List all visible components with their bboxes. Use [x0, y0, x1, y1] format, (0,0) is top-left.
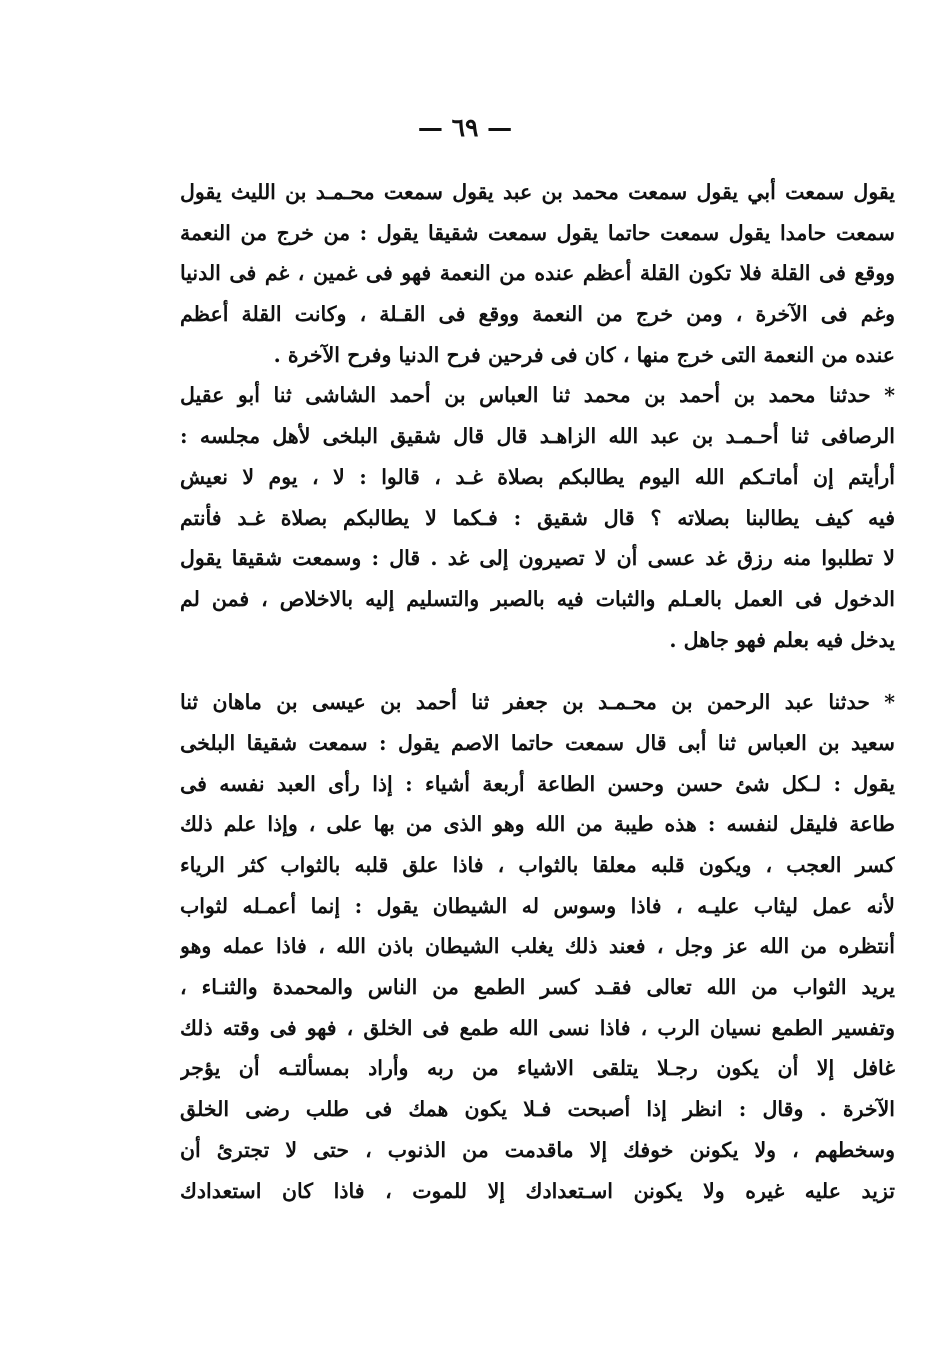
text-line: وتفسير الطمع نسيان الرب ، فاذا نسى الله طمع فى الخلق ، فهو فى وقته ذلك — [180, 1015, 895, 1040]
text-line: الآخرة . وقال : انظر إذا أصبحت فـلا يكون همك فى طلب رضى الخلق — [180, 1097, 895, 1122]
text-line: يريد الثواب من الله تعالى فقـد كسر الطمع من الناس والمحمدة والثنـاء ، — [180, 975, 895, 1000]
text-line: تزيد عليه غيره ولا يكونن اسـتعدادك إلا للموت ، فاذا كان استعدادك — [180, 1178, 895, 1203]
text-line: غافل إلا أن يكون رجـلا يتلقى الاشياء من ربه وأراد بمسألتـه أن يؤجر — [180, 1056, 895, 1081]
text-line: سعيد بن العباس ثنا أبى قال سمعت حاتما الاصم يقول : سمعت شقيقا البلخى — [180, 730, 895, 755]
text-line: فيه كيف يطالبنا بصلاته ؟ قال شقيق : فـكما لا يطالبكم بصلاة غـد فأنتم — [180, 505, 895, 530]
text-line: أرأيتم إن أماتـكم الله اليوم يطالبكم بصلاة غـد ، قالوا : لا ، يوم لا نعيش — [180, 464, 895, 489]
text-line: وغم فى الآخرة ، ومن خرج من النعمة ووقع فى القـلة ، وكانت القلة أعظم — [180, 302, 895, 327]
text-line: الرصافى ثنا أحـمـد بن عبد الله الزاهـد قال قال شقيق البلخى لأهل مجلسه : — [180, 424, 895, 449]
text-line: عنده من النعمة التى خرج منها ، كان فى فرحين فرح الدنيا وفرح الآخرة . — [273, 342, 895, 367]
text-line: لا تطلبوا منه رزق غد عسى أن لا تصيرون إلى غد . قال : وسمعت شقيقا يقول — [180, 546, 895, 571]
paragraph-3 — [180, 682, 895, 1211]
page-body — [180, 172, 895, 1211]
text-line: يقول سمعت أبي يقول سمعت محمد بن عبد يقول سمعت محـمـد بن الليث يقول — [180, 180, 895, 204]
text-line: الدخول فى العمل بالعـلم والثبات فيه بالصبر والتسليم إليه بالاخلاص ، فمن لم — [180, 586, 895, 611]
text-line: طاعة فليقل لنفسه : هذه طيبة من الله وهو الذى من بها على ، وإذا علم ذلك — [180, 812, 895, 837]
paragraph-2 — [180, 375, 895, 660]
text-line: وسخطهم ، ولا يكونن خوفك إلا ماقدمت من الذنوب ، حتى لا تجترئ أن — [180, 1137, 895, 1162]
page-number: — ٦٩ — — [417, 113, 513, 142]
paragraph-1 — [180, 172, 895, 375]
text-line: لأنه عمل ليثاب عليـه ، فاذا وسوس له الشيطان يقول : إنما أعمـله لثواب — [180, 893, 895, 918]
text-line: أنتظره من الله عز وجل ، فعند ذلك يغلب الشيطان باذن الله ، فاذا عمله وهو — [180, 934, 895, 959]
text-line: سمعت حامدا يقول سمعت حاتما يقول سمعت شقيقا يقول : من خرج من النعمة — [180, 220, 895, 245]
text-line: * حدثنا عبد الرحمن بن محـمـد بن جعفر ثنا أحمد بن عيسى بن ماهان ثنا — [180, 690, 895, 715]
text-line: كسر العجب ، ويكون قلبه معلقا بالثواب ، فاذا علق قلبه بالثواب كثر الرياء — [180, 853, 895, 877]
text-line: يقول : لـكل شئ حسن وحسن الطاعة أربعة أشياء : إذا رأى العبد نفسه فى — [180, 771, 895, 796]
text-line: * حدثنا محمد بن أحمد بن محمد ثنا العباس بن أحمد الشاشى ثنا أبو عقيل — [180, 383, 895, 408]
text-line: ووقع فى القلة فلا تكون القلة أعظم عنده من النعمة فهو فى غمين ، غم فى الدنيا — [180, 261, 895, 286]
paragraph-gap — [180, 660, 895, 682]
text-line: يدخل فيه بعلم فهو جاهل . — [669, 627, 895, 652]
